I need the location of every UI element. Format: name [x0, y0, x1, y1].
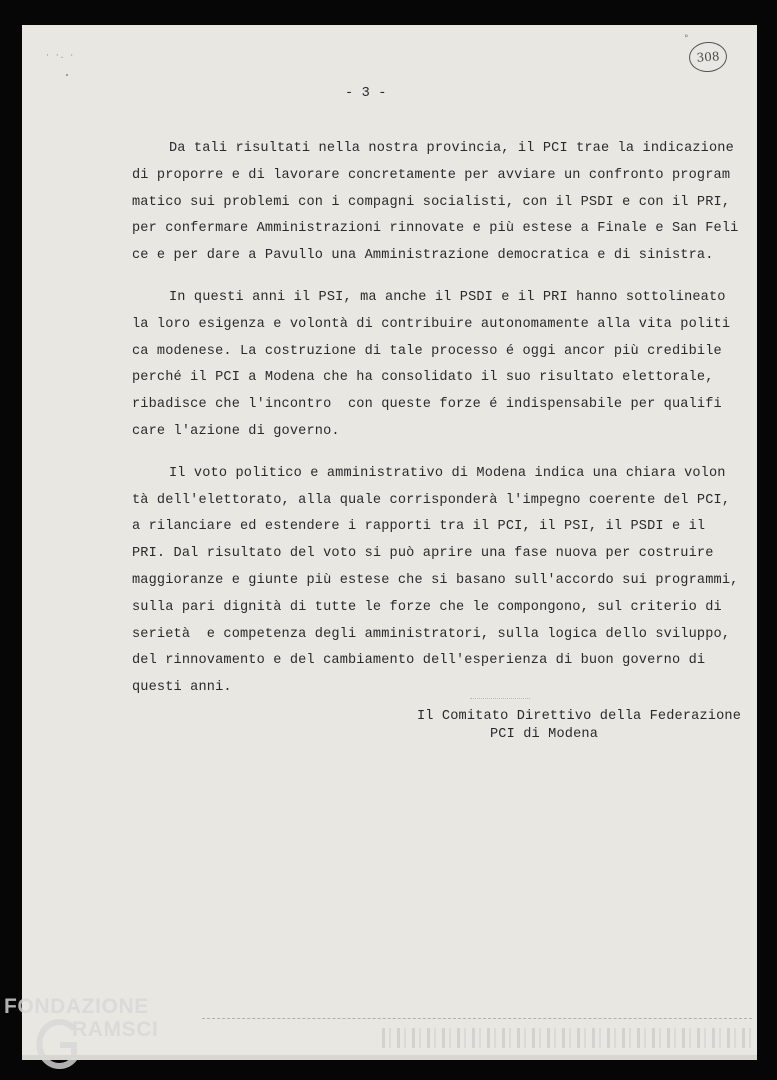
text-line: ribadisce che l'incontro con queste forze é indispensabile per qualifi: [132, 397, 722, 413]
text-line: Il voto politico e amministrativo di Modena indica una chiara volon: [169, 465, 726, 481]
faint-mark: [470, 698, 530, 700]
signature-line-1: Il Comitato Direttivo della Federazione: [417, 709, 741, 724]
text-line: la loro esigenza e volontà di contribuire autonomamente alla vita politi: [132, 316, 731, 332]
text-line: In questi anni il PSI, ma anche il PSDI e il PRI hanno sottolineato: [169, 289, 726, 305]
document-page: [22, 25, 757, 1060]
text-line: a rilanciare ed estendere i rapporti tra il PCI, il PSI, il PSDI e il: [132, 519, 706, 535]
text-line: per confermare Amministrazioni rinnovate e più estese a Finale e San Feli: [132, 221, 739, 237]
text-line: perché il PCI a Modena che ha consolidato il suo risultato elettorale,: [132, 370, 714, 386]
scan-artifact-noise: [382, 1028, 752, 1048]
paragraph-2: [132, 285, 732, 446]
text-line: ce e per dare a Pavullo una Amministrazione democratica e di sinistra.: [132, 248, 714, 264]
text-line: del rinnovamento e del cambiamento dell'esperienza di buon governo di: [132, 653, 706, 669]
paragraph-1: [132, 136, 739, 270]
text-line: tà dell'elettorato, alla quale corrisponderà l'impegno coerente del PCI,: [132, 492, 731, 508]
paper-speck: [66, 74, 68, 76]
signature-line-2: PCI di Modena: [490, 727, 598, 742]
scan-artifact-dashes: [202, 1018, 752, 1020]
folio-tick-mark: °: [684, 34, 689, 44]
text-line: care l'azione di governo.: [132, 423, 340, 439]
text-line: Da tali risultati nella nostra provincia, il PCI trae la indicazione: [169, 141, 734, 156]
watermark-line-2: RAMSCI: [72, 1018, 159, 1041]
text-line: ca modenese. La costruzione di tale processo é oggi ancor più credibile: [132, 343, 722, 359]
text-line: maggioranze e giunte più estese che si basano sull'accordo sui programmi,: [132, 572, 739, 588]
signature-block: [417, 708, 741, 744]
text-line: questi anni.: [132, 680, 232, 696]
page-number: - 3 -: [345, 86, 387, 101]
text-line: matico sui problemi con i compagni socialisti, con il PSDI e con il PRI,: [132, 194, 731, 210]
page-bottom-edge: [22, 1055, 757, 1060]
folio-number-stamp: 308: [688, 41, 728, 74]
watermark-line-1: FONDAZIONE: [4, 995, 149, 1018]
text-line: di proporre e di lavorare concretamente per avviare un confronto program: [132, 167, 731, 183]
text-line: serietà e competenza degli amministratori, sulla logica dello sviluppo,: [132, 626, 731, 642]
document-body: [132, 136, 739, 717]
paper-specks: · ·. ·: [46, 51, 76, 61]
text-line: sulla pari dignità di tutte le forze che le compongono, sul criterio di: [132, 599, 722, 615]
text-line: PRI. Dal risultato del voto si può aprire una fase nuova per costruire: [132, 546, 714, 562]
paragraph-3: [132, 461, 739, 702]
